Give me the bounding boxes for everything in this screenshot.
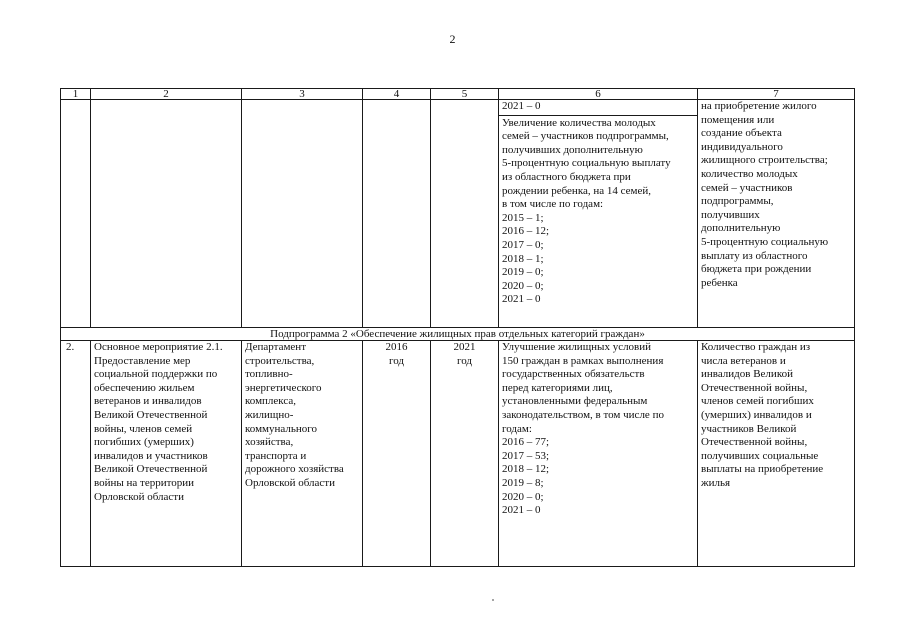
text-line: топливно- xyxy=(245,368,293,381)
text-line: на приобретение жилого xyxy=(701,100,817,112)
text-line: жилья xyxy=(701,476,731,489)
cell-expected-results xyxy=(499,341,698,567)
text-line: 2021 – 0 xyxy=(502,100,541,112)
column-header-row xyxy=(61,89,855,100)
lines-container xyxy=(502,341,694,518)
text-line: в том числе по годам: xyxy=(502,198,604,211)
cell-empty xyxy=(242,100,363,328)
cell-empty xyxy=(61,100,91,328)
text-line: Предоставление мер xyxy=(94,354,191,367)
text-line: энергетического xyxy=(245,381,322,394)
cell-indicators xyxy=(698,341,855,567)
text-line: помещения или xyxy=(701,113,775,126)
lines-container xyxy=(366,341,427,368)
text-line: семей – участников подпрограммы, xyxy=(502,130,669,143)
text-line: Отечественной войны, xyxy=(701,436,808,449)
cell-indicators xyxy=(698,100,855,328)
lines-container xyxy=(701,100,851,290)
text-line: получивших дополнительную xyxy=(502,143,643,156)
cell-end-year xyxy=(431,341,499,567)
cell-empty xyxy=(363,100,431,328)
column-header-2: 2 xyxy=(91,89,242,100)
text-line: законодательством, в том числе по xyxy=(502,408,664,421)
text-line: 2017 – 53; xyxy=(502,449,550,462)
text-line: числа ветеранов и xyxy=(701,354,786,367)
text-line: выплаты на приобретение xyxy=(701,463,824,476)
text-line: социальной поддержки по xyxy=(94,368,218,381)
text-line: коммунального xyxy=(245,422,317,435)
text-line: Орловской области xyxy=(245,476,335,489)
text-line: Основное мероприятие 2.1. xyxy=(94,341,223,353)
column-header-7: 7 xyxy=(698,89,855,100)
text-line: годам: xyxy=(502,422,532,435)
column-header-1: 1 xyxy=(61,89,91,100)
text-line: 2020 – 0; xyxy=(502,490,544,503)
text-line: комплекса, xyxy=(245,395,297,408)
text-line: Отечественной войны, xyxy=(701,381,808,394)
cell-divider xyxy=(499,115,697,116)
text-line: получивших xyxy=(701,208,760,221)
column-header-3: 3 xyxy=(242,89,363,100)
text-line: участников Великой xyxy=(701,422,797,435)
lines-container xyxy=(94,341,238,504)
column-header-6: 6 xyxy=(499,89,698,100)
cell-activity xyxy=(91,341,242,567)
text-line: инвалидов Великой xyxy=(701,368,793,381)
text-line: 2017 – 0; xyxy=(502,238,544,251)
text-line: инвалидов и участников xyxy=(94,449,208,462)
column-header-5: 5 xyxy=(431,89,499,100)
lines-container xyxy=(245,341,359,491)
lines-container xyxy=(434,341,495,368)
text-line: 2021 xyxy=(453,341,476,353)
text-line: дорожного хозяйства xyxy=(245,463,344,476)
table-row-2 xyxy=(61,341,855,567)
text-line: 150 граждан в рамках выполнения xyxy=(502,354,664,367)
row-number: 2. xyxy=(61,341,91,567)
text-line: 5-процентную социальную выплату xyxy=(502,157,671,170)
text-line: 2019 – 0; xyxy=(502,266,544,279)
text-line: Количество граждан из xyxy=(701,341,811,353)
text-line: транспорта и xyxy=(245,449,307,462)
text-line: дополнительную xyxy=(701,222,781,235)
text-line: хозяйства, xyxy=(245,436,294,449)
text-line: строительства, xyxy=(245,354,315,367)
text-line: 2021 – 0 xyxy=(502,504,541,517)
cell-expected-results xyxy=(499,100,698,328)
cell-start-year xyxy=(363,341,431,567)
text-line: выплату из областного xyxy=(701,249,808,262)
text-line: Улучшение жилищных условий xyxy=(502,341,652,353)
table-row-continuation xyxy=(61,100,855,328)
cell-empty xyxy=(431,100,499,328)
program-table xyxy=(60,88,855,567)
text-line: из областного бюджета при xyxy=(502,170,631,183)
lines-container xyxy=(502,117,694,307)
text-line: 2018 – 1; xyxy=(502,252,544,265)
text-line: Увеличение количества молодых xyxy=(502,116,656,129)
text-line: 5-процентную социальную xyxy=(701,235,829,248)
text-line: членов семей погибших xyxy=(701,395,814,408)
text-line: ветеранов и инвалидов xyxy=(94,395,202,408)
text-line: установленными федеральным xyxy=(502,395,648,408)
text-line: Орловской области xyxy=(94,490,184,503)
text-line: войны, членов семей xyxy=(94,422,193,435)
text-line: 2016 – 77; xyxy=(502,436,550,449)
text-line: войны на территории xyxy=(94,476,195,489)
text-line: 2016 xyxy=(385,341,408,353)
text-line: 2019 – 8; xyxy=(502,476,544,489)
text-line: количество молодых xyxy=(701,167,798,180)
column-header-4: 4 xyxy=(363,89,431,100)
scan-speck xyxy=(492,599,494,601)
text-line: получивших социальные xyxy=(701,449,819,462)
text-line: 2018 – 12; xyxy=(502,463,550,476)
text-line: (умерших) инвалидов и xyxy=(701,408,812,421)
text-line: подпрограммы, xyxy=(701,195,774,208)
subprogram-title-row xyxy=(61,328,855,341)
text-line: Великой Отечественной xyxy=(94,463,208,476)
text-line: 2020 – 0; xyxy=(502,279,544,292)
text-line: перед категориями лиц, xyxy=(502,381,613,394)
text-line: 2016 – 12; xyxy=(502,225,550,238)
text-line: ребенка xyxy=(701,276,738,289)
cell-empty xyxy=(91,100,242,328)
text-line: государственных обязательств xyxy=(502,368,645,381)
text-line: Великой Отечественной xyxy=(94,408,208,421)
text-line: рождении ребенка, на 14 семей, xyxy=(502,184,652,197)
cell-executor xyxy=(242,341,363,567)
text-line: 2015 – 1; xyxy=(502,211,544,224)
text-line: жилищно- xyxy=(245,408,294,421)
text-line: погибших (умерших) xyxy=(94,436,194,449)
text-line: Департамент xyxy=(245,341,307,353)
text-line: семей – участников xyxy=(701,181,793,194)
text-line: индивидуального xyxy=(701,140,783,153)
text-line: бюджета при рождении xyxy=(701,263,812,276)
subprogram-title: Подпрограмма 2 «Обеспечение жилищных прав отдельных категорий граждан» xyxy=(61,328,855,341)
text-line: год xyxy=(456,354,473,367)
text-line: 2021 – 0 xyxy=(502,293,541,306)
page-number: 2 xyxy=(449,32,456,46)
lines-container xyxy=(701,341,851,491)
text-line: обеспечению жильем xyxy=(94,381,195,394)
text-line: жилищного строительства; xyxy=(701,154,828,167)
text-line: год xyxy=(388,354,405,367)
text-line: создание объекта xyxy=(701,127,782,140)
